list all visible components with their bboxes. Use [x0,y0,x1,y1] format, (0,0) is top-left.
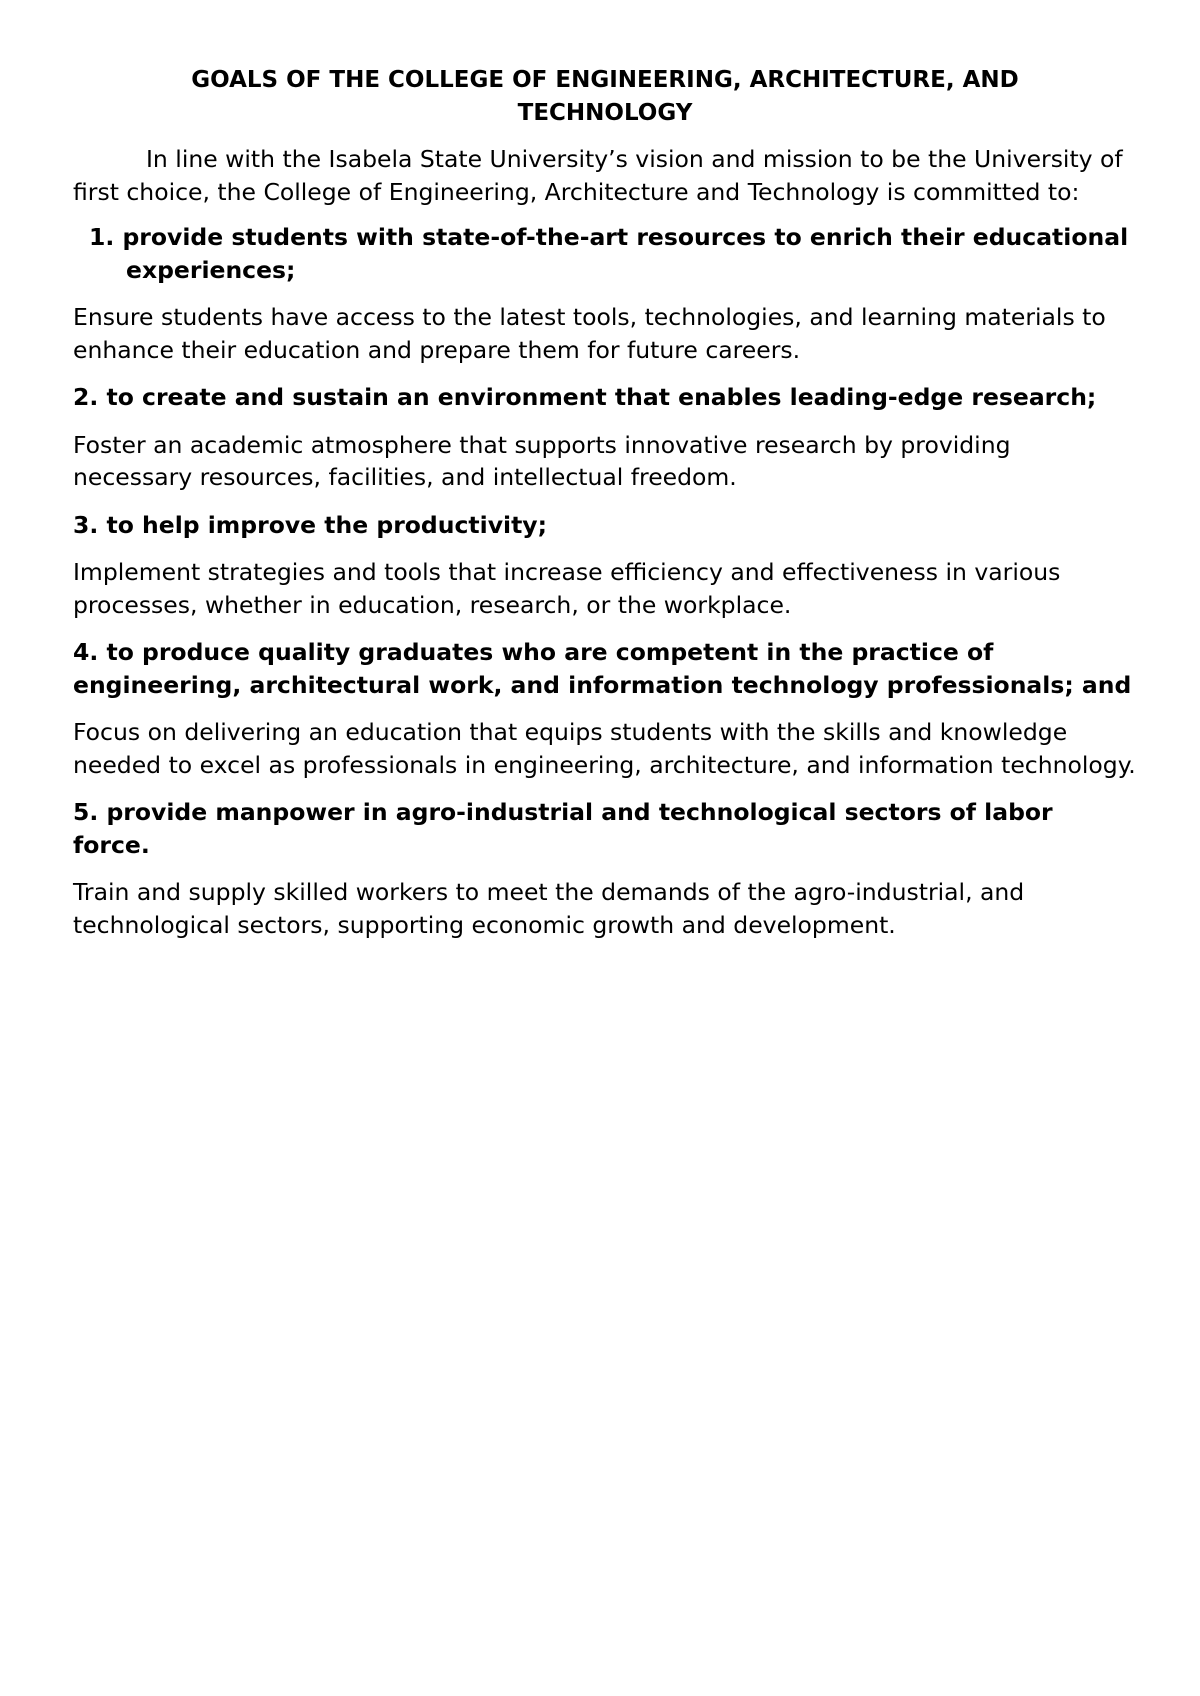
goal-heading-1: 1. provide students with state-of-the-art resources to enrich their educational experiences; [89,223,1129,284]
goal-description-4: Focus on delivering an education that equips students with the skills and knowledge needed to excel as professionals in engineering, architecture, and information technology. [73,718,1136,779]
intro-paragraph: In line with the Isabela State University’s vision and mission to be the University of first choice, the College of Engineering, Architecture and Technology is committed to: [73,145,1123,206]
document-page [73,64,1137,956]
goal-description-1: Ensure students have access to the latest tools, technologies, and learning materials to enhance their education and prepare them for future careers. [73,303,1106,364]
goal-description-5: Train and supply skilled workers to meet the demands of the agro-industrial, and technological sectors, supporting economic growth and development. [73,878,1025,939]
goal-heading-5: 5. provide manpower in agro-industrial and technological sectors of labor force. [73,798,1053,859]
goal-heading-2: 2. to create and sustain an environment that enables leading-edge research; [73,383,1097,411]
goal-description-2: Foster an academic atmosphere that supports innovative research by providing necessary resources, facilities, and intellectual freedom. [73,430,1011,491]
goal-heading-4: 4. to produce quality graduates who are competent in the practice of engineering, architectural work, and information technology professionals; and [73,638,1132,699]
goal-description-3: Implement strategies and tools that increase efficiency and effectiveness in various processes, whether in education, research, or the workplace. [73,558,1061,619]
goal-heading-3: 3. to help improve the productivity; [73,510,548,539]
document-title: GOALS OF THE COLLEGE OF ENGINEERING, ARCHITECTURE, AND TECHNOLOGY [191,67,1019,126]
